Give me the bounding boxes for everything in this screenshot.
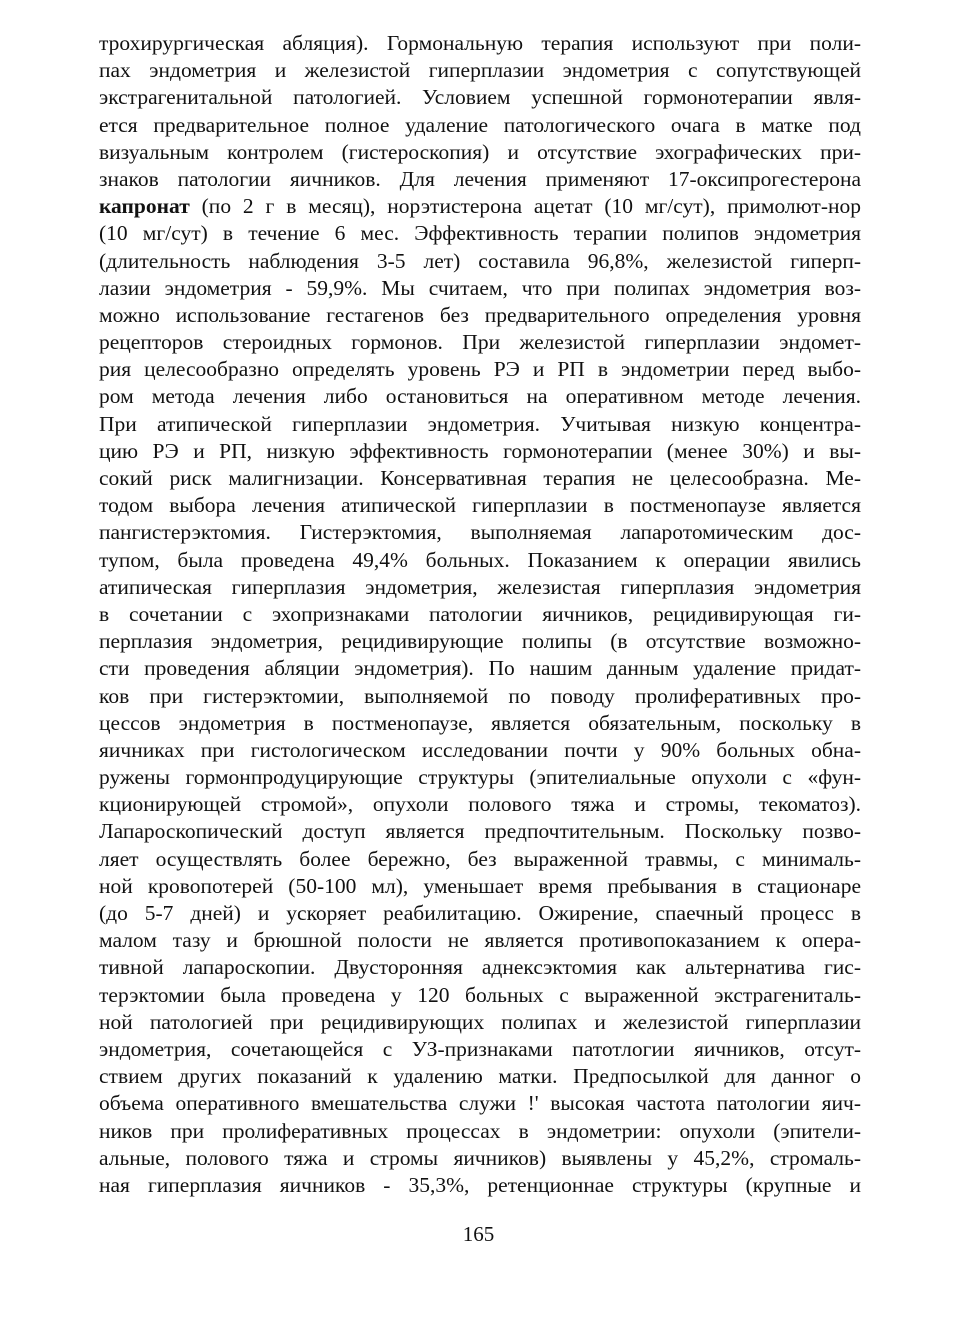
text-line-20: тупом, была проведена 49,4% больных. Показанием к операции явились bbox=[99, 547, 861, 572]
text-line-33: (до 5-7 дней) и ускоряет реабилитацию. Ожирение, спаечный процесс в bbox=[99, 901, 861, 925]
text-line-8: (10 мг/сут) в течение 6 мес. Эффективность терапии полипов эндометрия bbox=[99, 221, 861, 246]
page-number: 165 bbox=[462, 1222, 495, 1246]
text-line-24: сти проведения абляции эндометрия). По нашим данным удаление придат- bbox=[99, 656, 861, 681]
text-line-16: цию РЭ и РП, низкую эффективность гормонотерапии (менее 30%) и вы- bbox=[99, 438, 861, 463]
text-line-12: рецепторов стероидных гормонов. При железистой гиперплазии эндомет- bbox=[99, 330, 861, 355]
text-line-38: эндометрия, сочетающейся с УЗ-признаками патотлогии яичников, отсут- bbox=[99, 1036, 861, 1061]
text-line-28: ружены гормонпродуцирующие структуры (эпителиальные опухоли с «фун- bbox=[99, 765, 861, 790]
text-line-42: альные, полового тяжа и стромы яичников) выявлены у 45,2%, стромаль- bbox=[99, 1145, 861, 1170]
text-line-1: трохирургическая абляция). Гормональную терапия используют при поли- bbox=[99, 31, 861, 55]
text-line-3: экстрагенитальной патологией. Условием успешной гормонотерапии явля- bbox=[99, 85, 861, 110]
text-line-21: атипическая гиперплазия эндометрия, железистая гиперплазия эндометрия bbox=[99, 574, 861, 599]
text-line-13: рия целесообразно определять уровень РЭ и РП в эндометрии перед выбо- bbox=[99, 357, 861, 382]
text-line-25: ков при гистерэктомии, выполняемой по поводу пролиферативных про- bbox=[99, 683, 861, 708]
text-line-31: ляет осуществлять более бережно, без выраженной травмы, с минималь- bbox=[99, 846, 861, 871]
text-line-43: ная гиперплазия яичников - 35,3%, ретенционнае структуры (крупные и bbox=[99, 1172, 861, 1197]
text-line-30: Лапароскопический доступ является предпочтительным. Поскольку позво- bbox=[99, 819, 861, 844]
text-line-41: ников при пролиферативных процессах в эндометрии: опухоли (эпители- bbox=[99, 1118, 861, 1143]
text-line-34: малом тазу и брюшной полости не является противопоказанием к опера- bbox=[99, 928, 861, 953]
text-line-37: ной патологией при рецидивирующих полипах и железистой гиперплазии bbox=[99, 1009, 861, 1034]
text-line-36: терэктомии была проведена у 120 больных с выраженной экстрагениталь- bbox=[99, 982, 861, 1007]
text-line-15: При атипической гиперплазии эндометрия. Учитывая низкую концентра- bbox=[99, 411, 861, 436]
text-line-29: кционирующей стромой», опухоли полового тяжа и стромы, текоматоз). bbox=[99, 792, 861, 817]
text-line-14: ром метода лечения либо остановиться на оперативном методе лечения. bbox=[99, 384, 861, 409]
text-line-18: тодом выбора лечения атипической гиперплазии в постменопаузе является bbox=[99, 493, 861, 518]
text-line-40: объема оперативного вмешательства служи !' высокая частота патологии яич- bbox=[99, 1091, 861, 1116]
text-line-7 bbox=[99, 193, 861, 220]
bold-term: капронат bbox=[99, 194, 190, 219]
text-line-6: знаков патологии яичников. Для лечения применяют 17-оксипрогестерона bbox=[99, 166, 861, 191]
text-line-32: ной кровопотерей (50-100 мл), уменьшает время пребывания в стационаре bbox=[99, 873, 861, 898]
text-line-22: в сочетании с эхопризнаками патологии яичников, рецидивирующая ги- bbox=[99, 601, 861, 626]
text-line-26: цессов эндометрия в постменопаузе, является обязательным, поскольку в bbox=[99, 710, 861, 735]
text-line-5: визуальным контролем (гистероскопия) и отсутствие эхографических при- bbox=[99, 139, 861, 164]
text-line-27: яичниках при гистологическом исследовании почти у 90% больных обна- bbox=[99, 737, 861, 762]
text-line-39: ствием других показаний к удалению матки. Предпосылкой для данног о bbox=[99, 1064, 861, 1089]
text-line-2: пах эндометрия и железистой гиперплазии эндометрия с сопутствующей bbox=[99, 58, 861, 83]
text-line-17: сокий риск малигнизации. Консервативная терапия не целесообразна. Ме- bbox=[99, 466, 861, 490]
text-line-4: ется предварительное полное удаление патологического очага в матке под bbox=[99, 112, 861, 137]
text-line-19: пангистерэктомия. Гистерэктомия, выполняемая лапаротомическим дос- bbox=[99, 520, 861, 545]
text-line-11: можно использование гестагенов без предварительного определения уровня bbox=[99, 302, 861, 327]
body-text bbox=[99, 30, 861, 1199]
text-line-23: перплазия эндометрия, рецидивирующие полипы (в отсутствие возможно- bbox=[99, 629, 861, 654]
text-line-9: (длительность наблюдения 3-5 лет) составила 96,8%, железистой гиперп- bbox=[99, 248, 861, 273]
text-line-7-rest: (по 2 г в месяц), норэтистерона ацетат (10 мг/сут), примолют-нор bbox=[189, 194, 861, 219]
text-line-35: тивной лапароскопии. Двусторонняя аднексэктомия как альтернатива гис- bbox=[99, 955, 861, 980]
text-line-10: лазии эндометрия - 59,9%. Мы считаем, что при полипах эндометрия воз- bbox=[99, 275, 861, 300]
